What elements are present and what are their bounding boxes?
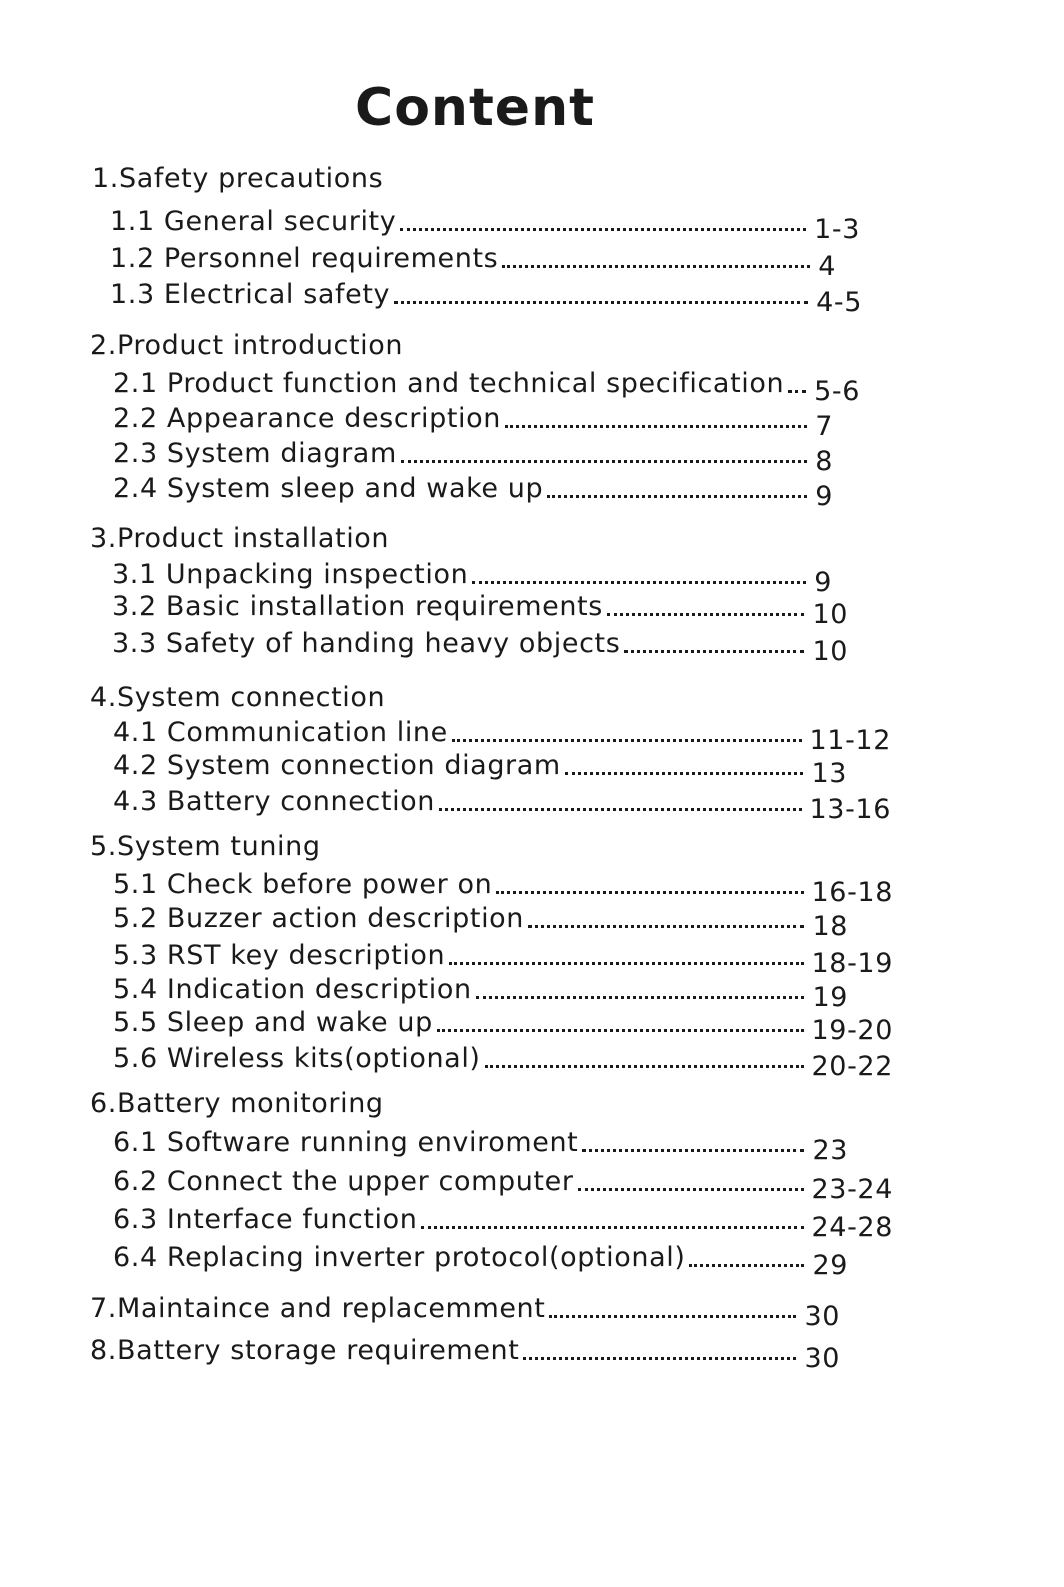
entry-label: 5.2 Buzzer action description [113,903,525,934]
entry-label: 2.4 System sleep and wake up [113,473,544,504]
page-title: Content [355,78,595,138]
entry-page: 7 [815,411,833,442]
dot-leader [578,1187,804,1191]
dot-leader [496,890,803,894]
entry-label: 8.Battery storage requirement [90,1335,520,1366]
entry-page: 1-3 [814,214,860,245]
section-heading: 6.Battery monitoring [90,1088,384,1119]
toc-entry[interactable] [113,785,891,825]
dot-leader [788,389,806,393]
entry-page: 19-20 [811,1015,893,1046]
toc-entry[interactable] [110,278,862,318]
entry-label: 2.1 Product function and technical specification [113,368,785,399]
entry-label: 3.3 Safety of handing heavy objects [112,628,621,659]
toc-entry[interactable] [113,939,893,979]
section-heading: 1.Safety precautions [92,163,384,194]
entry-label: 5.4 Indication description [113,974,472,1005]
entry-page: 19 [812,982,848,1013]
dot-leader [582,1148,804,1152]
entry-label: 3.2 Basic installation requirements [112,591,603,622]
toc-entry[interactable] [113,1165,893,1205]
entry-page: 10 [812,636,848,667]
dot-leader [421,1225,803,1229]
entry-label: 3.1 Unpacking inspection [112,559,469,590]
entry-label: 5.6 Wireless kits(optional) [113,1043,481,1074]
entry-page: 9 [815,481,833,512]
entry-label: 1.1 General security [110,206,397,237]
dot-leader [505,424,807,428]
toc-entry[interactable] [113,902,848,942]
toc-entry[interactable] [113,716,891,756]
section-heading: 4.System connection [90,682,386,713]
entry-page: 13-16 [809,794,891,825]
toc-entry[interactable] [113,402,833,442]
dot-leader [624,649,804,653]
dot-leader [476,995,805,999]
entry-label: 4.3 Battery connection [113,786,435,817]
toc-entry[interactable] [113,1203,893,1243]
entry-page: 16-18 [811,877,893,908]
toc-entry[interactable] [113,1006,893,1046]
dot-leader [549,1314,796,1318]
toc-entry[interactable] [90,1292,840,1332]
entry-label: 6.3 Interface function [113,1204,418,1235]
dot-leader [607,612,805,616]
toc-entry[interactable] [113,1042,893,1082]
toc-entry[interactable] [113,749,847,789]
toc-entry[interactable] [113,472,833,512]
entry-label: 6.2 Connect the upper computer [113,1166,574,1197]
dot-leader [528,924,804,928]
entry-label: 5.3 RST key description [113,940,446,971]
toc-entry[interactable] [113,973,848,1013]
dot-leader [547,494,807,498]
dot-leader [523,1356,796,1360]
entry-page: 24-28 [811,1212,893,1243]
toc-entry[interactable] [113,1241,848,1281]
entry-page: 29 [812,1250,848,1281]
entry-page: 30 [804,1301,840,1332]
dot-leader [439,807,802,811]
entry-page: 18 [812,911,848,942]
dot-leader [449,961,803,965]
dot-leader [437,1028,804,1032]
entry-label: 5.1 Check before power on [113,869,493,900]
entry-page: 8 [815,446,833,477]
entry-page: 13 [811,758,847,789]
section-heading: 2.Product introduction [90,330,404,361]
entry-label: 7.Maintaince and replacemment [90,1293,546,1324]
toc-entry[interactable] [113,1126,848,1166]
entry-page: 23-24 [811,1174,893,1205]
toc-entry[interactable] [113,367,860,407]
section-heading: 3.Product installation [90,523,390,554]
toc-entry[interactable] [112,590,848,630]
entry-page: 20-22 [811,1051,893,1082]
dot-leader [502,264,810,268]
entry-label: 5.5 Sleep and wake up [113,1007,433,1038]
entry-label: 4.1 Communication line [113,717,448,748]
dot-leader [689,1263,804,1267]
entry-page: 30 [804,1343,840,1374]
entry-label: 6.1 Software running enviroment [113,1127,579,1158]
entry-label: 1.2 Personnel requirements [110,243,499,274]
entry-label: 2.3 System diagram [113,438,397,469]
toc-entry[interactable] [110,205,860,245]
section-heading: 5.System tuning [90,831,321,862]
toc-entry[interactable] [112,558,832,598]
entry-label: 6.4 Replacing inverter protocol(optional) [113,1242,686,1273]
toc-entry[interactable] [90,1334,840,1374]
toc-entry[interactable] [113,437,833,477]
dot-leader [401,459,807,463]
entry-page: 5-6 [814,376,860,407]
entry-page: 4 [818,251,836,282]
entry-page: 4-5 [816,287,862,318]
entry-page: 23 [812,1135,848,1166]
entry-page: 18-19 [811,948,893,979]
dot-leader [472,580,806,584]
entry-page: 10 [812,599,848,630]
dot-leader [394,300,808,304]
entry-page: 11-12 [809,725,891,756]
toc-entry[interactable] [113,868,893,908]
dot-leader [485,1064,804,1068]
entry-label: 2.2 Appearance description [113,403,501,434]
dot-leader [452,738,802,742]
toc-entry[interactable] [112,627,848,667]
entry-page: 9 [814,567,832,598]
entry-label: 1.3 Electrical safety [110,279,391,310]
entry-label: 4.2 System connection diagram [113,750,561,781]
dot-leader [565,771,804,775]
dot-leader [400,227,806,231]
toc-entry[interactable] [110,242,836,282]
